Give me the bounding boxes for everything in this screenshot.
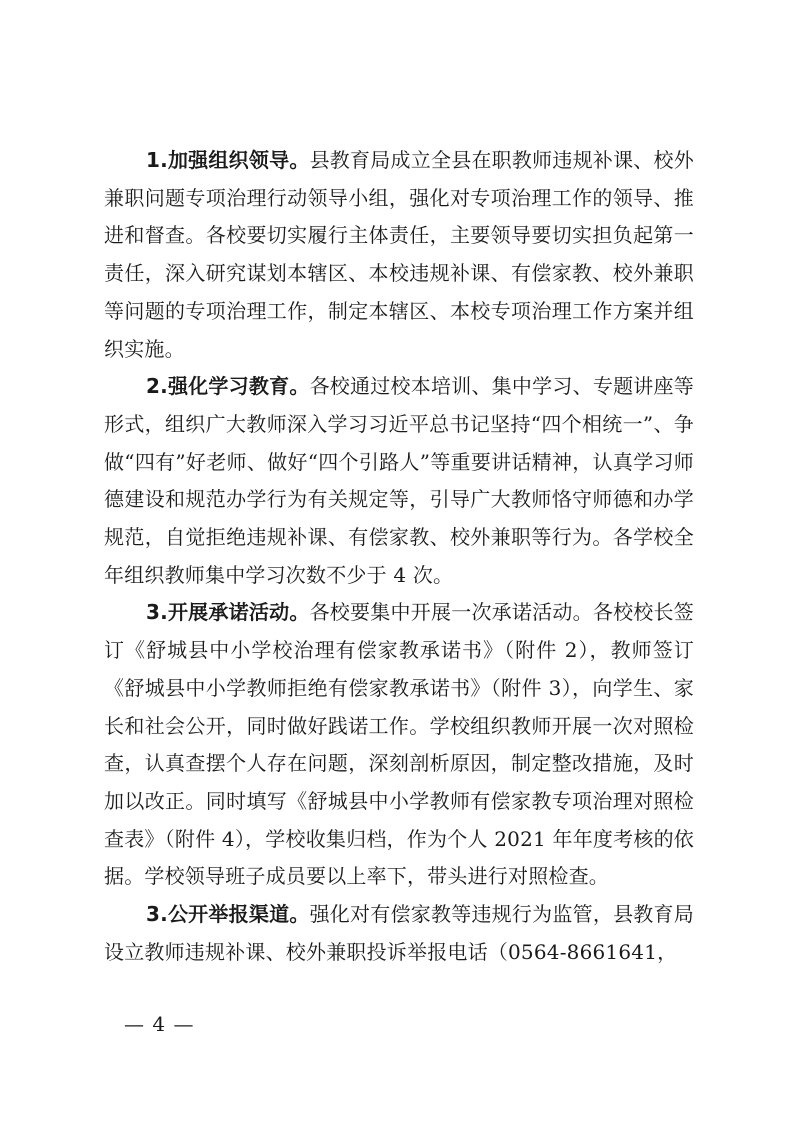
body-text	[104, 142, 694, 971]
paragraph-heading: 1.加强组织领导。	[146, 148, 310, 172]
paragraph-text: 各校要集中开展一次承诺活动。各校校长签订《舒城县中小学校治理有偿家教承诺书》（附件 2），教师签订《舒城县中小学教师拒绝有偿家教承诺书》（附件 3），向学生、家长和社会公开，同时做好践诺工作。学校组织教师开展一次对照检查，认真查摆个人存在问题，深刻剖析原因，制定整改措施，及时加以改正。同时填写《舒城县中小学教师有偿家教专项治理对照检查表》（附件 4），学校收集归档，作为个人 2021 年年度考核的依据。学校领导班子成员要以上率下，带头进行对照检查。	[104, 600, 694, 889]
paragraph-commitment-activity	[104, 594, 694, 896]
paragraph-heading: 3.开展承诺活动。	[146, 600, 310, 625]
paragraph-study-education	[104, 368, 694, 594]
paragraph-heading: 3.公开举报渠道。	[146, 902, 310, 927]
paragraph-report-channels	[104, 896, 694, 971]
paragraph-text: 各校通过校本培训、集中学习、专题讲座等形式，组织广大教师深入学习习近平总书记坚持“四个相统一”、争做“四有”好老师、做好“四个引路人”等重要讲话精神，认真学习师德建设和规范办学行为有关规定等，引导广大教师恪守师德和办学规范，自觉拒绝违规补课、有偿家教、校外兼职等行为。各学校全年组织教师集中学习次数不少于 4 次。	[104, 374, 694, 587]
paragraph-organization-leadership	[104, 142, 694, 368]
page-number: — 4 —	[124, 1012, 195, 1036]
paragraph-text: 县教育局成立全县在职教师违规补课、校外兼职问题专项治理行动领导小组，强化对专项治理工作的领导、推进和督查。各校要切实履行主体责任，主要领导要切实担负起第一责任，深入研究谋划本辖区、本校违规补课、有偿家教、校外兼职等问题的专项治理工作，制定本辖区、本校专项治理工作方案并组织实施。	[104, 148, 694, 361]
paragraph-text: 强化对有偿家教等违规行为监管，县教育局设立教师违规补课、校外兼职投诉举报电话（0564-8661641，	[104, 902, 694, 964]
paragraph-heading: 2.强化学习教育。	[146, 374, 310, 399]
